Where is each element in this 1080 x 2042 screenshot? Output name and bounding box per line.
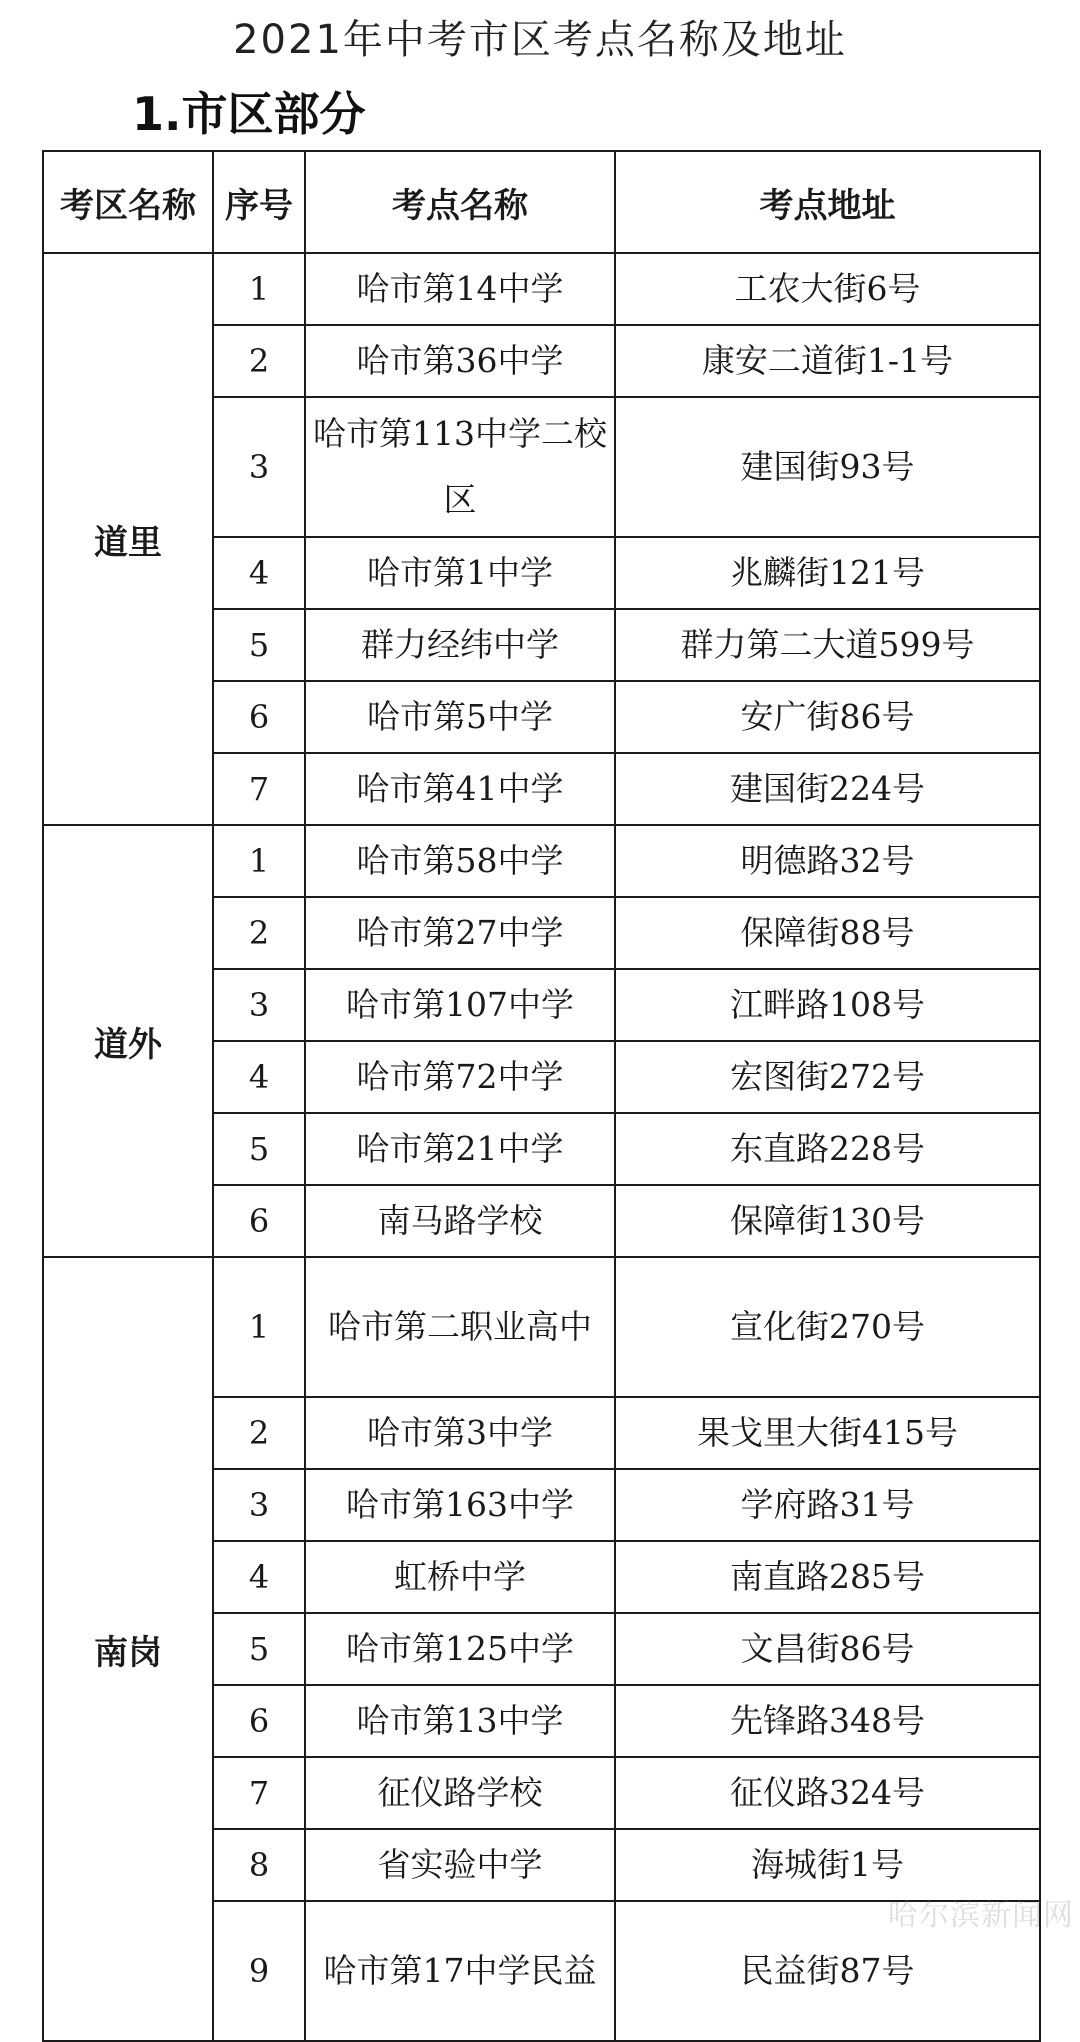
seq-cell: 5 (213, 1113, 305, 1185)
site-address-cell: 建国街93号 (615, 397, 1040, 537)
site-name-cell: 虹桥中学 (305, 1541, 615, 1613)
site-address-cell: 康安二道街1-1号 (615, 325, 1040, 397)
site-address-cell: 江畔路108号 (615, 969, 1040, 1041)
table-header-row (43, 151, 1040, 253)
seq-cell: 1 (213, 1257, 305, 1397)
seq-cell: 1 (213, 825, 305, 897)
site-name-cell: 哈市第58中学 (305, 825, 615, 897)
site-name-cell: 哈市第163中学 (305, 1469, 615, 1541)
site-name-cell: 哈市第36中学 (305, 325, 615, 397)
seq-cell: 6 (213, 1185, 305, 1257)
site-address-cell: 海城街1号 (615, 1829, 1040, 1901)
site-address-cell: 东直路228号 (615, 1113, 1040, 1185)
site-address-cell: 学府路31号 (615, 1469, 1040, 1541)
site-name-cell: 哈市第113中学二校区 (305, 397, 615, 537)
seq-cell: 1 (213, 253, 305, 325)
district-cell: 南岗 (43, 1257, 213, 2041)
site-name-cell: 哈市第13中学 (305, 1685, 615, 1757)
site-name-cell: 哈市第125中学 (305, 1613, 615, 1685)
site-name-cell: 哈市第41中学 (305, 753, 615, 825)
site-name-cell: 群力经纬中学 (305, 609, 615, 681)
seq-cell: 5 (213, 1613, 305, 1685)
seq-cell: 4 (213, 537, 305, 609)
table-body (43, 253, 1040, 2041)
site-address-cell: 建国街224号 (615, 753, 1040, 825)
site-name-cell: 哈市第17中学民益 (305, 1901, 615, 2041)
site-address-cell: 先锋路348号 (615, 1685, 1040, 1757)
watermark: 哈尔滨新闻网 (888, 1898, 1074, 1933)
seq-cell: 3 (213, 1469, 305, 1541)
seq-cell: 7 (213, 753, 305, 825)
seq-cell: 2 (213, 1397, 305, 1469)
site-address-cell: 征仪路324号 (615, 1757, 1040, 1829)
site-address-cell: 明德路32号 (615, 825, 1040, 897)
seq-cell: 4 (213, 1541, 305, 1613)
site-address-cell: 工农大街6号 (615, 253, 1040, 325)
site-name-cell: 哈市第107中学 (305, 969, 615, 1041)
seq-cell: 9 (213, 1901, 305, 2041)
table-row (43, 253, 1040, 325)
seq-cell: 3 (213, 397, 305, 537)
header-site-address: 考点地址 (615, 151, 1040, 253)
seq-cell: 2 (213, 897, 305, 969)
header-seq: 序号 (213, 151, 305, 253)
site-name-cell: 哈市第1中学 (305, 537, 615, 609)
site-name-cell: 哈市第72中学 (305, 1041, 615, 1113)
header-district: 考区名称 (43, 151, 213, 253)
site-address-cell: 南直路285号 (615, 1541, 1040, 1613)
site-name-cell: 省实验中学 (305, 1829, 615, 1901)
district-cell: 道里 (43, 253, 213, 825)
exam-site-table (42, 150, 1041, 2042)
seq-cell: 2 (213, 325, 305, 397)
site-name-cell: 哈市第21中学 (305, 1113, 615, 1185)
site-address-cell: 兆麟街121号 (615, 537, 1040, 609)
site-address-cell: 果戈里大街415号 (615, 1397, 1040, 1469)
seq-cell: 5 (213, 609, 305, 681)
site-address-cell: 安广街86号 (615, 681, 1040, 753)
section-heading: 1.市区部分 (132, 87, 366, 141)
site-name-cell: 征仪路学校 (305, 1757, 615, 1829)
document-title: 2021年中考市区考点名称及地址 (233, 17, 847, 63)
site-address-cell: 文昌街86号 (615, 1613, 1040, 1685)
site-address-cell: 保障街88号 (615, 897, 1040, 969)
seq-cell: 3 (213, 969, 305, 1041)
table-row (43, 1257, 1040, 1397)
header-site-name: 考点名称 (305, 151, 615, 253)
site-name-cell: 南马路学校 (305, 1185, 615, 1257)
table-row (43, 825, 1040, 897)
site-name-cell: 哈市第3中学 (305, 1397, 615, 1469)
seq-cell: 7 (213, 1757, 305, 1829)
site-name-cell: 哈市第二职业高中 (305, 1257, 615, 1397)
site-address-cell: 民益街87号 (615, 1901, 1040, 2041)
site-address-cell: 宏图街272号 (615, 1041, 1040, 1113)
seq-cell: 4 (213, 1041, 305, 1113)
seq-cell: 6 (213, 681, 305, 753)
district-cell: 道外 (43, 825, 213, 1257)
site-address-cell: 保障街130号 (615, 1185, 1040, 1257)
site-name-cell: 哈市第5中学 (305, 681, 615, 753)
site-name-cell: 哈市第14中学 (305, 253, 615, 325)
site-address-cell: 宣化街270号 (615, 1257, 1040, 1397)
seq-cell: 6 (213, 1685, 305, 1757)
site-name-cell: 哈市第27中学 (305, 897, 615, 969)
seq-cell: 8 (213, 1829, 305, 1901)
site-address-cell: 群力第二大道599号 (615, 609, 1040, 681)
